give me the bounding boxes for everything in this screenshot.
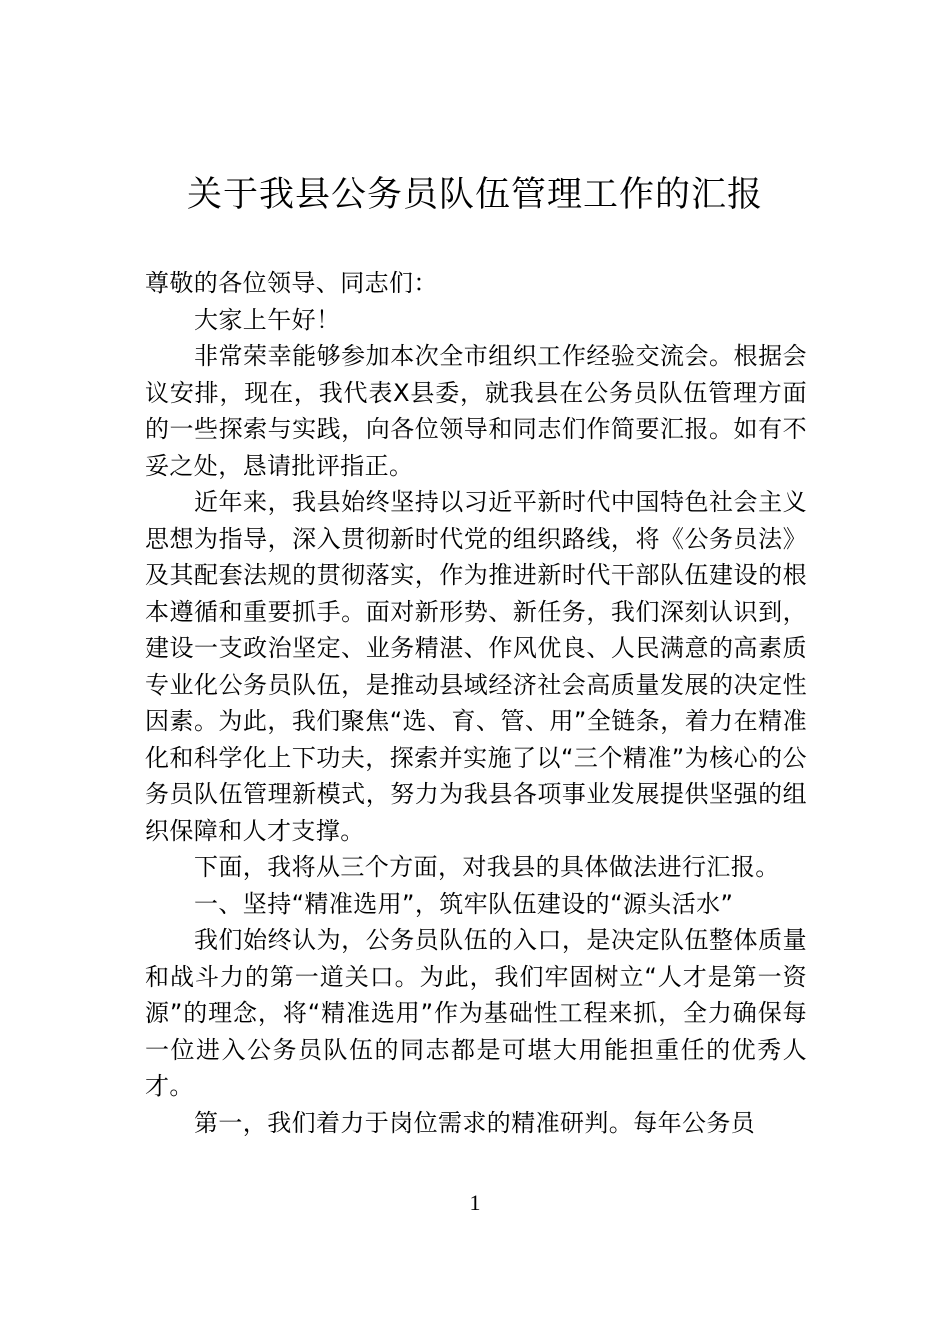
section-heading-1: 一、坚持“精准选用”，筑牢队伍建设的“源头活水” [194, 889, 734, 918]
document-title: 关于我县公务员队伍管理工作的汇报 [186, 175, 763, 215]
salutation: 尊敬的各位领导、同志们： [145, 269, 438, 297]
paragraph-background: 近年来，我县始终坚持以习近平新时代中国特色社会主义思想为指导，深入贯彻新时代党的组织路线，将《公务员法》及其配套法规的贯彻落实，作为推进新时代干部队伍建设的根本遵循和重要抓手。面对新形势、新任务，我们深刻认识到，建设一支政治坚定、业务精湛、作风优良、人民满意的高素质专业化公务员队伍，是推动县域经济社会高质量发展的决定性因素。为此，我们聚焦“选、育、管、用”全链条，着力在精准化和科学化上下功夫，探索并实施了以“三个精准”为核心的公务员队伍管理新模式，努力为我县各项事业发展提供坚强的组织保障和人才支撑。 [145, 488, 807, 845]
paragraph-intro: 非常荣幸能够参加本次全市组织工作经验交流会。根据会议安排，现在，我代表X县委，就我县在公务员队伍管理方面的一些探索与实践，向各位领导和同志们作简要汇报。如有不妥之处，恳请批评指正。 [145, 342, 807, 480]
document-body [145, 265, 807, 1141]
page-number: 1 [469, 1190, 481, 1215]
paragraph-greeting: 大家上午好！ [194, 305, 341, 334]
paragraph-first-point: 第一，我们着力于岗位需求的精准研判。每年公务员 [194, 1108, 756, 1137]
paragraph-outline: 下面，我将从三个方面，对我县的具体做法进行汇报。 [194, 853, 780, 881]
paragraph-section-1: 我们始终认为，公务员队伍的入口，是决定队伍整体质量和战斗力的第一道关口。为此，我们牢固树立“人才是第一资源”的理念，将“精准选用”作为基础性工程来抓，全力确保每一位进入公务员队伍的同志都是可堪大用能担重任的优秀人才。 [145, 926, 807, 1100]
